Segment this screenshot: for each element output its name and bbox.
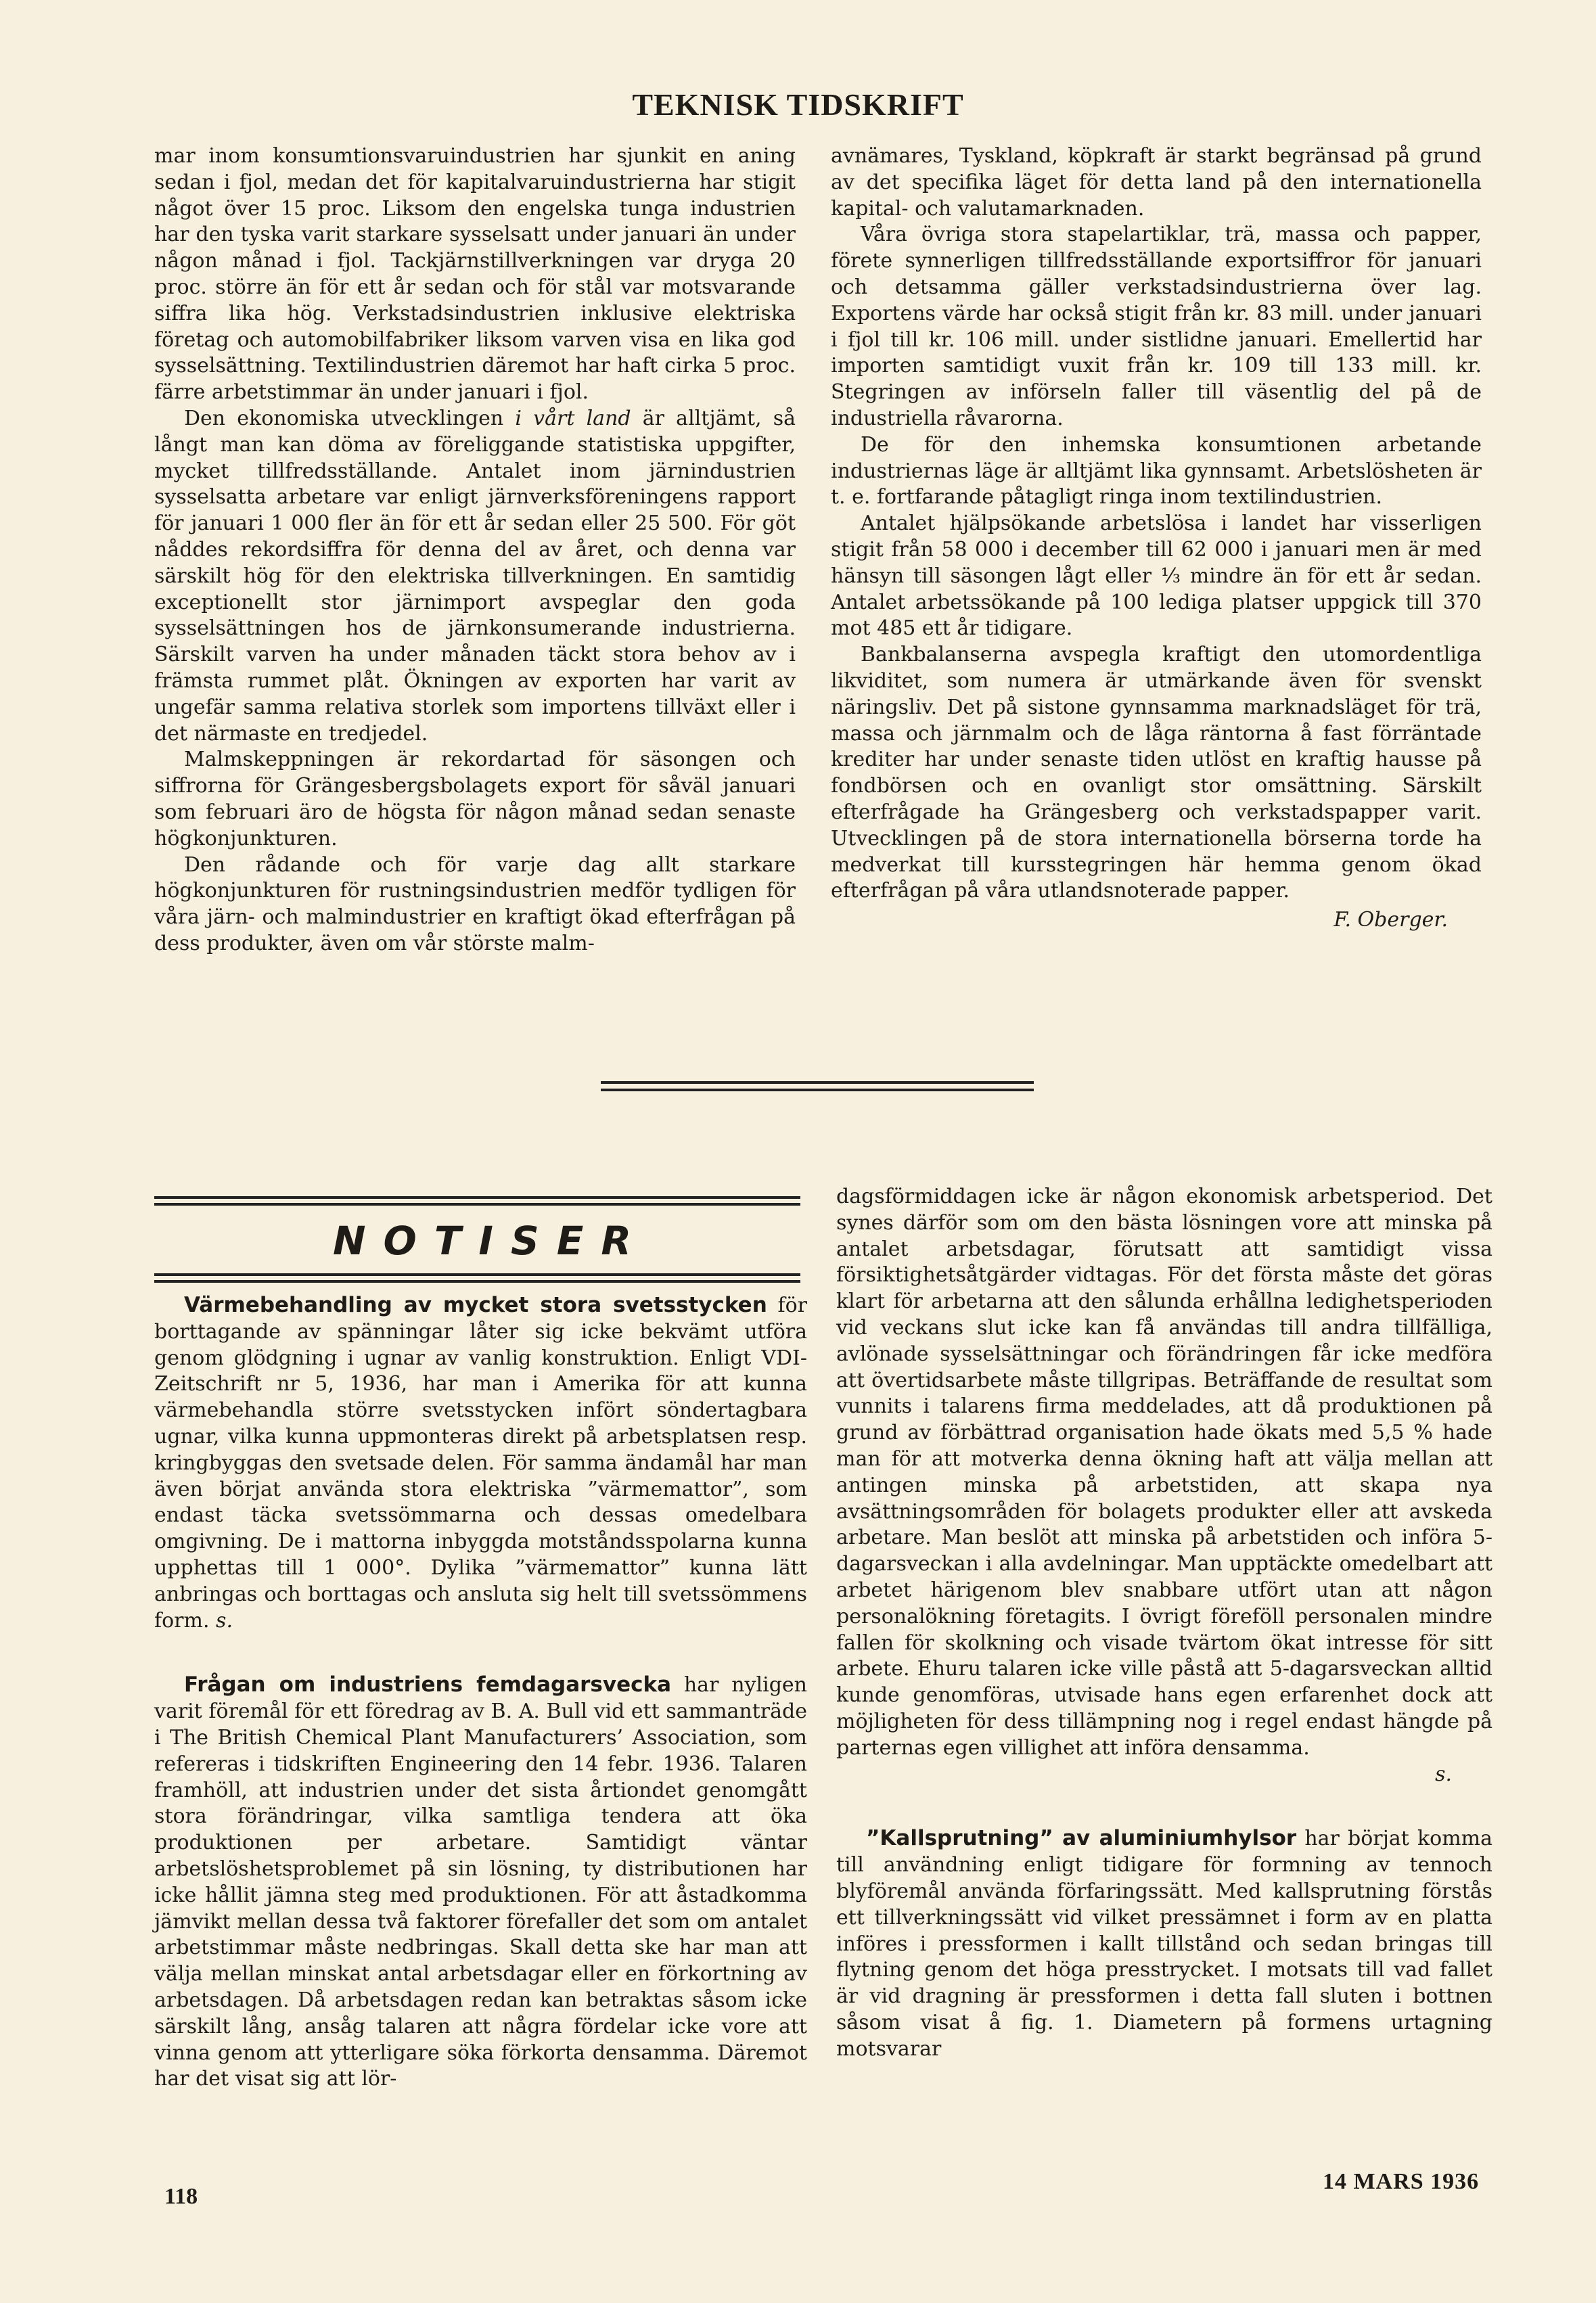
paragraph: Den rådande och för varje dag allt starkare högkonjunkturen för rustningsindustrien medför tydligen för våra järn- och malmindustrier en kraftigt ökad efterfrågan på dess produkter, även om vår störste malm- [154,852,796,955]
paragraph: Våra övriga stora stapelartiklar, trä, massa och papper, förete synnerligen tillfredsställande exportsiffror för januari och detsamma gäller verkstadsindustrierna över lag. Exportens värde har också stigit från kr. 83 mill. under januari i fjol till kr. 106 mill. under sistlidne januari. Emellertid har importen samtidigt vuxit från kr. 109 till 133 mill. kr. Stegringen av införseln faller till väsentlig del på de industriella råvarorna. [831,223,1482,430]
column-bottom-right [836,1184,1492,2063]
paragraph: De för den inhemska konsumtionen arbetande industriernas läge är alltjämt lika gynnsamt. Arbetslösheten är t. e. fortfarande påtagligt ringa inom textilindustrien. [831,432,1482,509]
article-signature: s. [216,1608,233,1633]
author-signature: F. Oberger. [1333,908,1448,932]
section-title: NOTISER [332,1218,649,1264]
article-continuation: dagsförmiddagen icke är någon ekonomisk arbetsperiod. Det synes därför som om den bästa lösningen vore att minska på antalet arbetsdagar, förutsatt att samtidigt vissa försiktighetsåtgärder vidtagas. För det första måste det göras klart för arbetarna att den sålunda erhållna ledighetsperioden vid veckans slut icke kan få användas till andra tillfälliga, avlönade sysselsättningar och förändringen får icke medföra att övertidsarbete måste tillgripas. Beträffande de resultat som vunnits i talarens firma meddelades, att då produktionen på grund av förbättrad organisation hade ökats med 5,5 % hade man för att motverka denna ökning haft att välja mellan att antingen minska på arbetstiden, att skapa nya avsättningsområden för bolagets produkter eller att avskeda arbetare. Man beslöt att minska på arbetstiden och införa 5-dagarsveckan i alla avdelningar. Man upptäckte omedelbart att arbetet härigenom blev snabbare utfört utan att någon personalökning företagits. I övrigt föreföll personalen mindre fallen för skolkning och visade tvärtom ökat intresse för sitt arbete. Ehuru talaren icke ville påstå att 5-dagarsveckan alltid kunde genomföras, utvisade hans egen erfarenhet dock att möjligheten för dess tillämpning nog i regel endast hängde på parternas egen villighet att införa densamma. [836,1185,1492,1760]
article-headline: ”Kallsprutning” av aluminiumhylsor [866,1826,1297,1851]
section-divider [601,1081,1034,1091]
masthead: TEKNISK TIDSKRIFT [632,87,964,122]
column-top-left [154,143,796,957]
article-headline: Frågan om industriens femdagarsvecka [184,1672,672,1697]
article-femdagarsvecka: Frågan om industriens femdagarsvecka har nyligen varit föremål för ett föredrag av B. A. Bull vid ett sammanträde i The British Chemical Plant Manufacturers’ Association, som refereras i tidskriften Engineering den 14 febr. 1936. Talaren framhöll, att industrien under det sista årtiondet genomgått stora förändringar, vilka samtliga tendera att öka produktionen per arbetare. Samtidigt väntar arbetslöshetsproblemet på sin lösning, ty distributionen har icke hållit jämna steg med produktionen. För att åstadkomma jämvikt mellan dessa två faktorer förefaller det som om antalet arbetstimmar måste nedbringas. Skall detta ske har man att välja mellan minskat antal arbetsdagar eller en förkortning av arbetsdagen. Då arbetsdagen redan kan betraktas såsom icke särskilt lång, ansåg talaren att några fördelar icke vore att vinna genom att ytterligare söka förkorta densamma. Däremot har det visat sig att lör- [154,1672,807,2091]
article-varmebehandling: Värmebehandling av mycket stora svetsstycken för borttagande av spänningar låter sig icke bekvämt utföra genom glödgning i ugnar av vanlig konstruktion. Enligt VDI-Zeitschrift nr 5, 1936, har man i Amerika för att kunna värmebehandla större svetsstycken infört söndertagbara ugnar, vilka kunna uppmonteras direkt på arbetsplatsen resp. kringbyggas den svetsade delen. För samma ändamål har man även börjat använda stora elektriska ”värmemattor”, som endast täcka svetssömmarna och dessas omedelbara omgivning. De i mattorna inbyggda motståndsspolarna kunna upphettas till 1 000°. Dylika ”värmemattor” kunna lätt anbringas och borttagas och ansluta sig helt till svetssömmens form. s. [154,1293,807,1633]
paragraph: Den ekonomiska utvecklingen i vårt land är alltjämt, så långt man kan döma av föreliggande statistiska uppgifter, mycket tillfredsställande. Antalet inom järnindustrien sysselsatta arbetare var enligt järnverksföreningens rapport för januari 1 000 fler än för ett år sedan eller 25 500. För göt nåddes rekordsiffra för denna del av året, och denna var särskilt hög för den elektriska tillverkningen. En samtidig exceptionellt stor järnimport avspeglar den goda sysselsättningen hos de järnkonsumerande industrierna. Särskilt varven ha under månaden täckt stora behov av i främsta rummet plåt. Ökningen av exporten har varit av ungefär samma relativa storlek som importens tillväxt eller i det närmaste en tredjedel. [154,406,796,746]
paragraph: mar inom konsumtionsvaruindustrien har sjunkit en aning sedan i fjol, medan det för kapitalvaruindustrierna har stigit något över 15 proc. Liksom den engelska tunga industrien har den tyska varit starkare sysselsatt under januari än under någon månad i fjol. Tackjärnstillverkningen var dryga 20 proc. större än för ett år sedan och för stål var motsvarande siffra lika hög. Verkstadsindustrien inklusive elektriska företag och automobilfabriker liksom varven visa en lika god sysselsättning. Textilindustrien däremot har haft cirka 5 proc. färre arbetstimmar än under januari i fjol. [154,144,796,405]
issue-date: 14 MARS 1936 [1323,2169,1480,2194]
article-kallsprutning: ”Kallsprutning” av aluminiumhylsor har börjat komma till användning enligt tidigare för formning av tennoch blyföremål använda förfaringssätt. Med kallsprutning förstås ett tillverkningssätt vid vilket pressämnet i form av en platta införes i pressformen i kallt tillstånd och sedan bringas till flytning genom det höga presstrycket. I motsats till vad fallet är vid dragning är pressformen i detta fall sluten i bottnen såsom visat å fig. 1. Diametern på formens urtagning motsvarar [836,1826,1492,2061]
column-top-right [831,143,1482,934]
notiser-heading-box [154,1196,800,1283]
article-signature: s. [1435,1762,1452,1786]
page-number: 118 [164,2184,198,2209]
paragraph: Malmskeppningen är rekordartad för säsongen och siffrorna för Grängesbergsbolagets export för såväl januari som februari äro de högsta för någon månad sedan senaste högkonjunkturen. [154,748,796,850]
paragraph: Antalet hjälpsökande arbetslösa i landet har visserligen stigit från 58 000 i december till 62 000 i januari men är med hänsyn till säsongen lågt eller ⅓ mindre än för ett år sedan. Antalet arbetssökande på 100 lediga platser uppgick till 370 mot 485 ett år tidigare. [831,511,1482,641]
paragraph: avnämares, Tyskland, köpkraft är starkt begränsad på grund av det specifika läget för detta land på den internationella kapital- och valutamarknaden. [831,144,1482,221]
column-bottom-left [154,1292,807,2093]
paragraph: Bankbalanserna avspegla kraftigt den utomordentliga likviditet, som numera är utmärkande även för svenskt näringsliv. Det på sistone gynnsamma marknadsläget för trä, massa och järnmalm och de låga räntorna å fast förräntade krediter har under senaste tiden utlöst en kraftig hausse på fondbörsen och en ovanligt stor omsättning. Särskilt efterfrågade ha Grängesberg och verkstadspapper varit. Utvecklingen på de stora internationella börserna torde ha medverkat till kursstegringen här hemma genom ökad efterfrågan på våra utlandsnoterade papper. [831,643,1482,903]
article-headline: Värmebehandling av mycket stora svetsstycken [184,1293,767,1317]
